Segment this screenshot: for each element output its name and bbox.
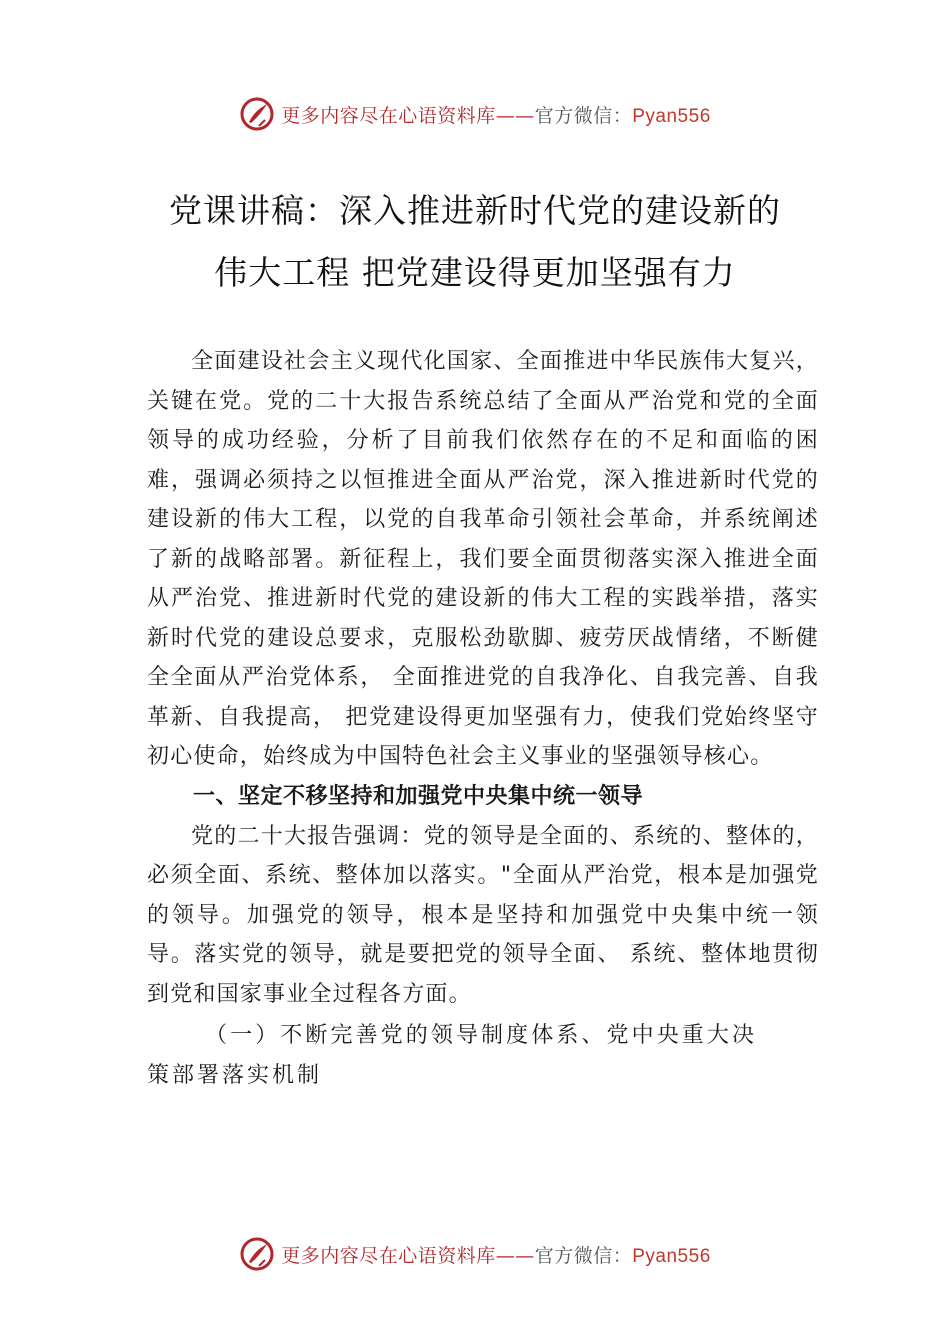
title-line-2: 伟大工程 把党建设得更加坚强有力 [214, 253, 736, 292]
intro-paragraph: 全面建设社会主义现代化国家、全面推进中华民族伟大复兴，关键在党。党的二十大报告系统总结了全面从严治党和党的全面领导的成功经验，分析了目前我们依然存在的不足和面临的困难，强调必须持之以恒推进全面从严治党，深入推进新时代党的建设新的伟大工程，以党的自我革命引领社会革命，并系统阐述了新的战略部署。新征程上，我们要全面贯彻落实深入推进全面从严治党、推进新时代党的建设新的伟大工程的实践举措，落实新时代党的建设总要求，克服松劲歇脚、疲劳厌战情绪，不断健全全面从严治党体系， 全面推进党的自我净化、自我完善、自我革新、自我提高， 把党建设得更加坚强有力，使我们党始终坚守初心使命，始终成为中国特色社会主义事业的坚强领导核心。 [147, 349, 819, 769]
section-1-paragraph: 党的二十大报告强调：党的领导是全面的、系统的、整体的，必须全面、系统、整体加以落实。"全面从严治党，根本是加强党的领导。加强党的领导，根本是坚持和加强党中央集中统一领导。落实党的领导，就是要把党的领导全面、 系统、整体地贯彻到党和国家事业全过程各方面。 [147, 823, 819, 1007]
title-line-1: 党课讲稿：深入推进新时代党的建设新的 [169, 191, 781, 230]
watermark-footer [0, 1234, 950, 1274]
section-heading-1: 一、坚定不移坚持和加强党中央集中统一领导 [193, 783, 644, 809]
document-title [100, 180, 850, 304]
quill-logo-icon [239, 1236, 275, 1272]
watermark-header [0, 94, 950, 134]
watermark-text: 更多内容尽在心语资料库——官方微信：Pyan556 [281, 1244, 711, 1267]
document-body [147, 342, 819, 1096]
subsection-heading-1: （一）不断完善党的领导制度体系、党中央重大决策部署落实机制 [147, 1023, 757, 1088]
quill-logo-icon [239, 96, 275, 132]
watermark-text: 更多内容尽在心语资料库——官方微信：Pyan556 [281, 104, 711, 127]
